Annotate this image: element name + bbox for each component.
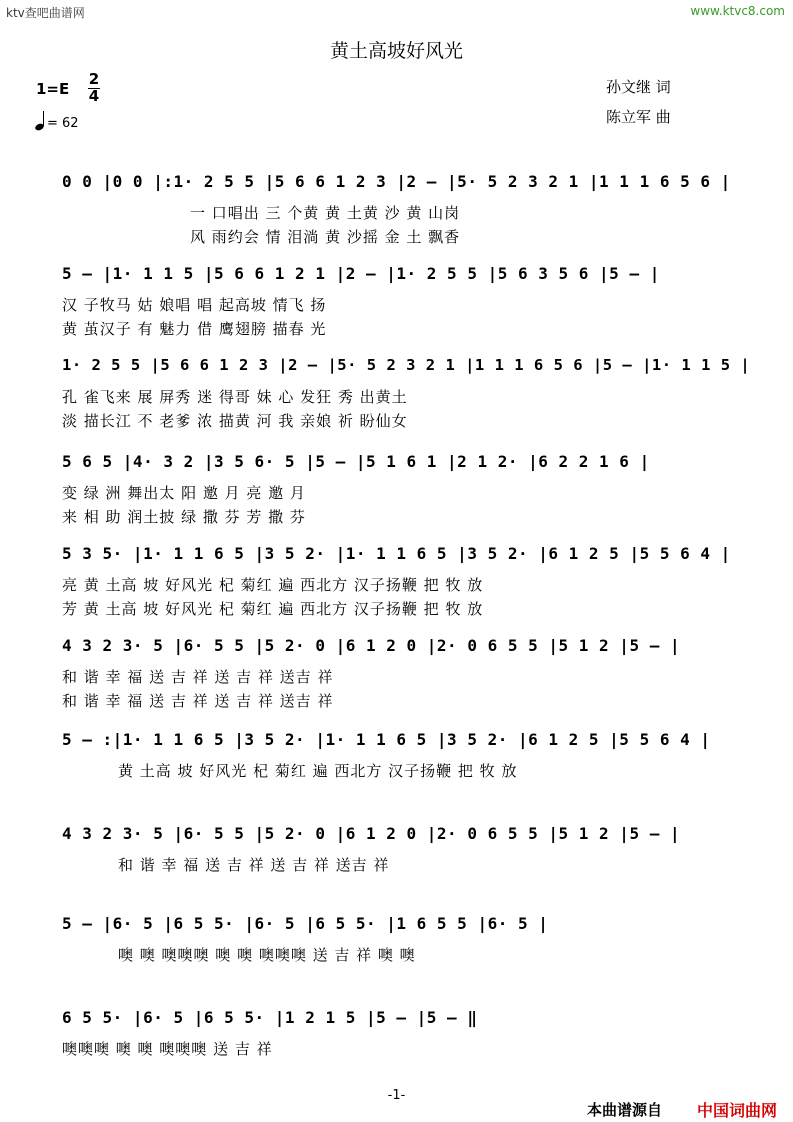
- song-title: 黄土高坡好风光: [329, 40, 463, 62]
- notation-row: 0 0 |0 0 |:1· 2 5 5 |5 6 6 1 2 3 |2 — |5· 5 2 3 2 1 |1 1 1 6 5 6 |: [62, 172, 731, 191]
- notation-row: 5 3 5· |1· 1 1 6 5 |3 5 2· |1· 1 1 6 5 |3 5 2· |6 1 2 5 |5 5 6 4 |: [62, 544, 731, 563]
- notation-row: 5 6 5 |4· 3 2 |3 5 6· 5 |5 — |5 1 6 1 |2 1 2· |6 2 2 1 6 |: [62, 452, 650, 471]
- notation-row: 6 5 5· |6· 5 |6 5 5· |1 2 1 5 |5 — |5 — ‖: [62, 1008, 478, 1027]
- lyric-line: 黄 土高 坡 好风光 杞 菊红 遍 西北方 汉子扬鞭 把 牧 放: [118, 762, 518, 780]
- lyric-line: 风 雨约会 情 泪淌 黄 沙摇 金 土 飘香: [190, 228, 461, 246]
- lyric-line: 变 绿 洲 舞出太 阳 邀 月 亮 邀 月: [62, 484, 306, 502]
- watermark-right: www.ktvc8.com: [690, 4, 785, 18]
- key-signature: 1=E: [36, 80, 70, 98]
- composer-credit: 陈立军 曲: [606, 108, 671, 126]
- lyric-line: 和 谐 幸 福 送 吉 祥 送 吉 祥 送吉 祥: [62, 668, 334, 686]
- time-signature-bottom: 4: [88, 87, 100, 105]
- notation-row: 5 — |1· 1 1 5 |5 6 6 1 2 1 |2 — |1· 2 5 5 |5 6 3 5 6 |5 — |: [62, 264, 660, 283]
- tempo-marking: = 62: [47, 116, 79, 131]
- lyric-line: 汉 子牧马 姑 娘唱 唱 起高坡 情飞 扬: [62, 296, 327, 314]
- lyric-line: 孔 雀飞来 展 屏秀 迷 得哥 妹 心 发狂 秀 出黄土: [62, 388, 408, 406]
- lyric-line: 噢噢噢 噢 噢 噢噢噢 送 吉 祥: [62, 1040, 273, 1058]
- lyricist-credit: 孙文继 词: [606, 78, 671, 96]
- notation-row: 5 — |6· 5 |6 5 5· |6· 5 |6 5 5· |1 6 5 5 |6· 5 |: [62, 914, 549, 933]
- lyric-line: 和 谐 幸 福 送 吉 祥 送 吉 祥 送吉 祥: [118, 856, 390, 874]
- footer-source-label: 本曲谱源自: [587, 1101, 663, 1119]
- note-stem: [43, 111, 44, 126]
- notation-row: 4 3 2 3· 5 |6· 5 5 |5 2· 0 |6 1 2 0 |2· 0 6 5 5 |5 1 2 |5 — |: [62, 636, 681, 655]
- notation-row: 1· 2 5 5 |5 6 6 1 2 3 |2 — |5· 5 2 3 2 1 |1 1 1 6 5 6 |5 — |1· 1 1 5 |: [62, 356, 751, 374]
- time-signature-top: 2: [88, 70, 100, 88]
- lyric-line: 和 谐 幸 福 送 吉 祥 送 吉 祥 送吉 祥: [62, 692, 334, 710]
- lyric-line: 一 口唱出 三 个黄 黄 土黄 沙 黄 山岗: [190, 204, 461, 222]
- lyric-line: 芳 黄 土高 坡 好风光 杞 菊红 遍 西北方 汉子扬鞭 把 牧 放: [62, 600, 484, 618]
- lyric-line: 黄 茧汉子 有 魅力 借 鹰翅膀 描春 光: [62, 320, 327, 338]
- lyric-line: 亮 黄 土高 坡 好风光 杞 菊红 遍 西北方 汉子扬鞭 把 牧 放: [62, 576, 484, 594]
- lyric-line: 来 相 助 润土披 绿 撒 芬 芳 撒 芬: [62, 508, 306, 526]
- footer-site-name: 中国词曲网: [697, 1101, 778, 1120]
- page-number: -1-: [387, 1088, 406, 1103]
- watermark-left: ktv查吧曲谱网: [6, 6, 85, 20]
- lyric-line: 噢 噢 噢噢噢 噢 噢 噢噢噢 送 吉 祥 噢 噢: [118, 946, 416, 964]
- notation-row: 5 — :|1· 1 1 6 5 |3 5 2· |1· 1 1 6 5 |3 5 2· |6 1 2 5 |5 5 6 4 |: [62, 730, 711, 749]
- lyric-line: 淡 描长江 不 老爹 浓 描黄 河 我 亲娘 祈 盼仙女: [62, 412, 408, 430]
- notation-row: 4 3 2 3· 5 |6· 5 5 |5 2· 0 |6 1 2 0 |2· 0 6 5 5 |5 1 2 |5 — |: [62, 824, 681, 843]
